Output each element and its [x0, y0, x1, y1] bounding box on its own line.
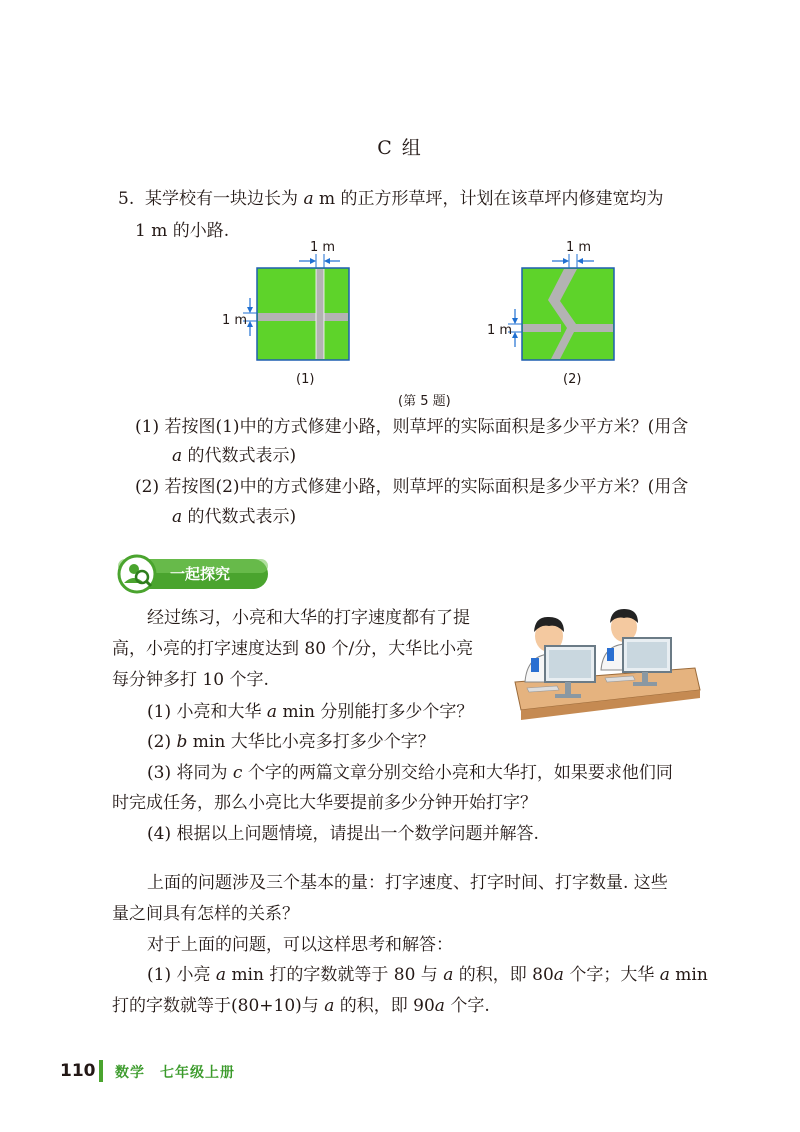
variable-a: a	[303, 189, 314, 209]
explore-question-2	[147, 731, 435, 753]
explore-question-3-line2: 时完成任务，那么小亮比大华要提前多少分钟开始打字？	[112, 793, 537, 813]
answer-text: 个字；大华	[569, 965, 655, 985]
figure-2-caption: (2)	[563, 372, 582, 387]
explore-together-badge	[110, 553, 272, 595]
question-2-line2	[172, 506, 296, 528]
book-title: 数学 七年级上册	[115, 1065, 235, 1081]
explore-question-4: (4) 根据以上问题情境，请提出一个数学问题并解答.	[147, 824, 539, 844]
variable-a: a	[443, 965, 454, 985]
explore-question-3-line1	[147, 762, 673, 784]
question-text: (1) 小亮和大华	[147, 702, 262, 722]
figure-2-lawn	[480, 240, 640, 390]
explore-para-line3: 每分钟多打 10 个字.	[112, 670, 269, 690]
variable-a: a	[659, 965, 670, 985]
answer-1-line2	[112, 995, 490, 1017]
question-text: 的代数式表示)	[187, 507, 297, 527]
problem-number: 5.	[118, 189, 135, 209]
variable-a: a	[434, 996, 445, 1016]
figure-2-width-label: 1 m	[566, 240, 592, 255]
answer-1-line1	[147, 964, 708, 986]
question-text: min 大华比小亮多打多少个字？	[192, 732, 435, 752]
variable-b: b	[176, 732, 188, 752]
question-text: (2)	[147, 732, 172, 752]
discussion-para1-line1: 上面的问题涉及三个基本的量：打字速度、打字时间、打字数量. 这些	[147, 873, 668, 893]
figure-2-side-label: 1 m	[487, 323, 513, 338]
explore-para-line2: 高，小亮的打字速度达到 80 个/分，大华比小亮	[112, 639, 474, 659]
problem-text: 某学校有一块边长为	[145, 189, 299, 209]
question-text: 个字的两篇文章分别交给小亮和大华打，如果要求他们同	[247, 763, 673, 783]
variable-a: a	[553, 965, 564, 985]
discussion-para1-line2: 量之间具有怎样的关系？	[112, 904, 299, 924]
answer-text: (1) 小亮	[147, 965, 211, 985]
problem-5-line1	[118, 188, 664, 210]
answer-text: min 打的字数就等于 80 与	[231, 965, 438, 985]
variable-a: a	[215, 965, 227, 985]
answer-text: 的积，即 90	[339, 996, 435, 1016]
page-number: 110	[60, 1061, 96, 1081]
explore-question-1	[147, 701, 473, 723]
question-text: (3) 将同为	[147, 763, 228, 783]
answer-text: 个字.	[450, 996, 490, 1016]
discussion-para2: 对于上面的问题，可以这样思考和解答：	[147, 935, 453, 955]
question-text: min 分别能打多少个字？	[282, 702, 474, 722]
question-1-line1: (1) 若按图(1)中的方式修建小路，则草坪的实际面积是多少平方米？(用含	[135, 417, 689, 437]
footer-divider	[99, 1060, 103, 1082]
badge-label: 一起探究	[170, 565, 231, 583]
figure-1-width-label: 1 m	[310, 240, 336, 255]
explore-para-line1: 经过练习，小亮和大华的打字速度都有了提	[147, 608, 470, 628]
problem-5-line2: 1 m 的小路.	[135, 221, 230, 241]
figure-caption: (第 5 题)	[398, 394, 451, 409]
question-1-line2	[172, 445, 296, 467]
answer-text: 打的字数就等于(80+10)与	[112, 996, 319, 1016]
students-typing-illustration	[505, 600, 705, 735]
question-text: 的代数式表示)	[187, 446, 297, 466]
answer-text: 的积，即 80	[458, 965, 554, 985]
variable-c: c	[232, 763, 243, 783]
question-2-line1: (2) 若按图(2)中的方式修建小路，则草坪的实际面积是多少平方米？(用含	[135, 477, 689, 497]
answer-text: min	[675, 965, 708, 985]
variable-a: a	[172, 507, 183, 527]
problem-text: m 的正方形草坪，计划在该草坪内修建宽均为	[319, 189, 664, 209]
figure-1-side-label: 1 m	[222, 313, 248, 328]
group-title: C 组	[377, 137, 423, 159]
figure-1-caption: (1)	[296, 372, 315, 387]
variable-a: a	[172, 446, 183, 466]
variable-a: a	[324, 996, 335, 1016]
variable-a: a	[266, 702, 278, 722]
